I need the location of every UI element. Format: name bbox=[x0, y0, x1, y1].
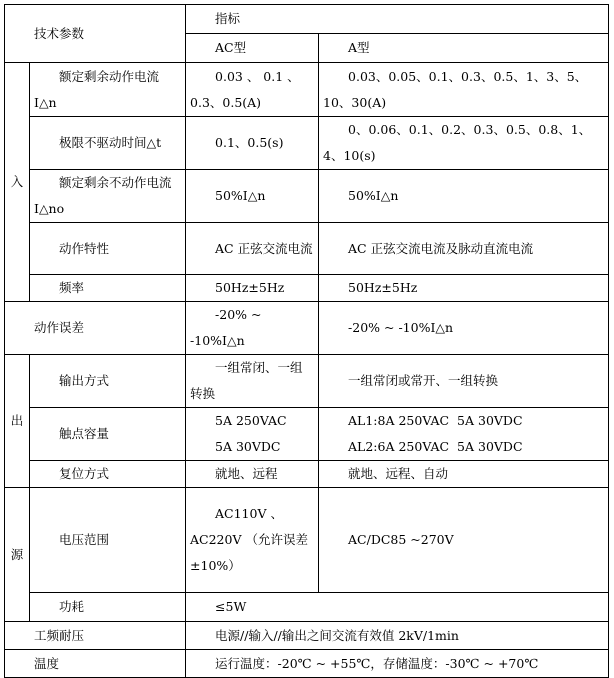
row-label-temperature: 温度 bbox=[5, 650, 186, 678]
row-label-frequency: 频率 bbox=[30, 275, 186, 302]
a-rated-residual-non-operating: 50%I△n bbox=[319, 170, 609, 223]
a-rated-residual-current: 0.03、0.05、0.1、0.3、0.5、1、3、5、10、30(A) bbox=[319, 63, 609, 117]
row-label-power-frequency-withstand: 工频耐压 bbox=[5, 622, 186, 650]
ac-limit-no-drive-time: 0.1、0.5(s) bbox=[186, 117, 319, 170]
a-limit-no-drive-time: 0、0.06、0.1、0.2、0.3、0.5、0.8、1、4、10(s) bbox=[319, 117, 609, 170]
row-label-limit-no-drive-time: 极限不驱动时间△t bbox=[30, 117, 186, 170]
ac-type-header: AC型 bbox=[186, 34, 319, 63]
row-label-output-mode: 输出方式 bbox=[30, 355, 186, 408]
temperature-value: 运行温度：-20℃ ~ +55℃，存储温度：-30℃ ~ +70℃ bbox=[186, 650, 609, 678]
ac-rated-residual-current: 0.03 、 0.1 、 0.3、0.5(A) bbox=[186, 63, 319, 117]
group-power-label: 源 bbox=[5, 488, 30, 622]
row-label-reset-mode: 复位方式 bbox=[30, 461, 186, 488]
row-label-contact-capacity: 触点容量 bbox=[30, 408, 186, 461]
power-consumption-value: ≤5W bbox=[186, 593, 609, 622]
a-operating-characteristic: AC 正弦交流电流及脉动直流电流 bbox=[319, 223, 609, 275]
group-output-label: 出 bbox=[5, 355, 30, 488]
param-header: 技术参数 bbox=[5, 5, 186, 63]
ac-voltage-range: AC110V 、 AC220V （允许误差±10%） bbox=[186, 488, 319, 593]
a-contact-capacity-line1: AL1:8A 250VAC 5A 30VDC bbox=[348, 413, 523, 428]
ac-operating-error: -20% ~ -10%I△n bbox=[186, 302, 319, 355]
a-frequency: 50Hz±5Hz bbox=[319, 275, 609, 302]
ac-output-mode: 一组常闭、一组转换 bbox=[186, 355, 319, 408]
ac-contact-capacity-line1: 5A 250VAC bbox=[215, 413, 287, 428]
row-label-operating-error: 动作误差 bbox=[5, 302, 186, 355]
a-type-header: A型 bbox=[319, 34, 609, 63]
ac-reset-mode: 就地、远程 bbox=[186, 461, 319, 488]
a-output-mode: 一组常闭或常开、一组转换 bbox=[319, 355, 609, 408]
ac-operating-characteristic: AC 正弦交流电流 bbox=[186, 223, 319, 275]
row-label-rated-residual-non-operating: 额定剩余不动作电流 I△no bbox=[30, 170, 186, 223]
row-label-rated-residual-current: 额定剩余动作电流 I△n bbox=[30, 63, 186, 117]
a-operating-error: -20% ~ -10%I△n bbox=[319, 302, 609, 355]
power-frequency-withstand-value: 电源//输入//输出之间交流有效值 2kV/1min bbox=[186, 622, 609, 650]
ac-contact-capacity-line2: 5A 30VDC bbox=[215, 439, 281, 454]
ac-frequency: 50Hz±5Hz bbox=[186, 275, 319, 302]
indicator-header: 指标 bbox=[186, 5, 609, 34]
row-label-power-consumption: 功耗 bbox=[30, 593, 186, 622]
a-contact-capacity-line2: AL2:6A 250VAC 5A 30VDC bbox=[348, 439, 523, 454]
ac-rated-residual-non-operating: 50%I△n bbox=[186, 170, 319, 223]
row-label-operating-characteristic: 动作特性 bbox=[30, 223, 186, 275]
ac-contact-capacity bbox=[186, 408, 319, 461]
a-reset-mode: 就地、远程、自动 bbox=[319, 461, 609, 488]
group-input-label: 入 bbox=[5, 63, 30, 302]
row-label-voltage-range: 电压范围 bbox=[30, 488, 186, 593]
a-voltage-range: AC/DC85 ~270V bbox=[319, 488, 609, 593]
a-contact-capacity bbox=[319, 408, 609, 461]
spec-table bbox=[4, 4, 609, 678]
